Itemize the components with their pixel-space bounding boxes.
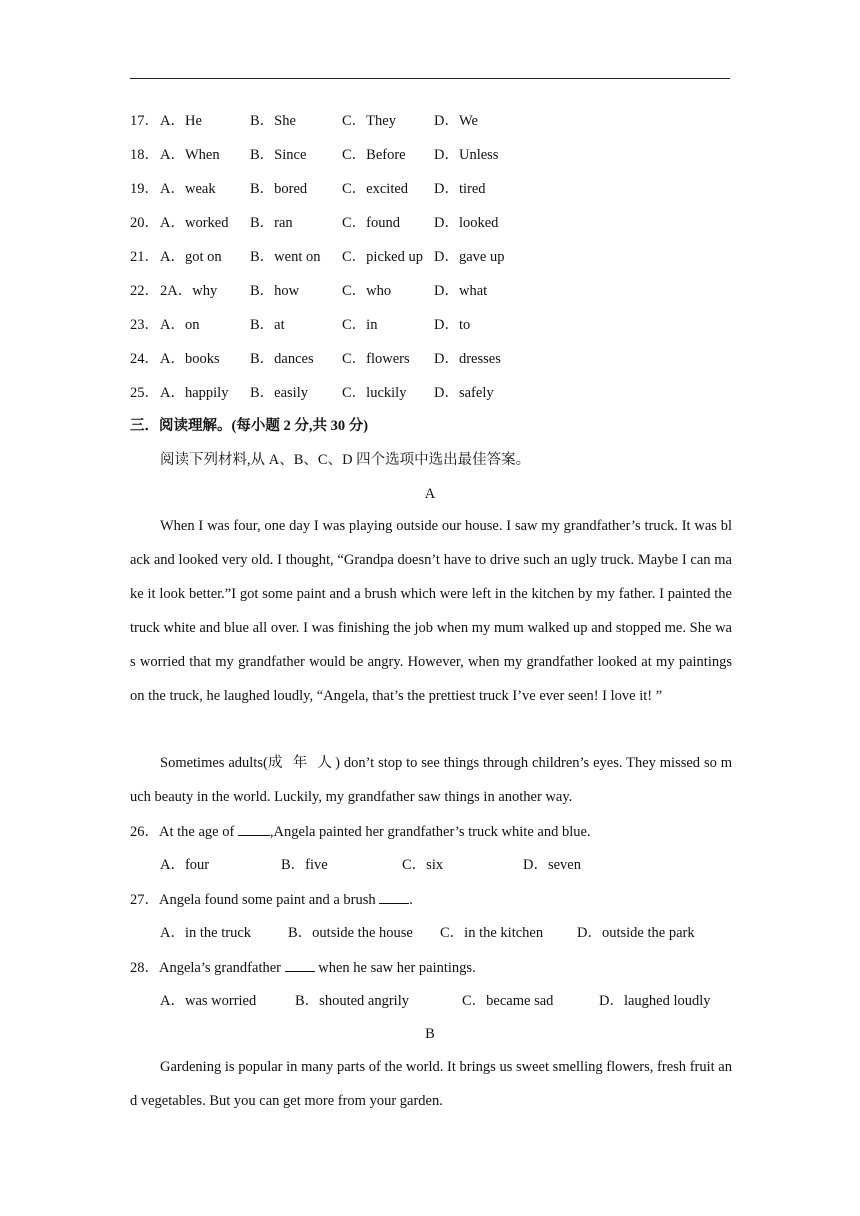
option-b[interactable]: B．ran xyxy=(250,215,293,231)
option-c[interactable]: C．became sad xyxy=(462,993,554,1009)
option-d[interactable]: D．dresses xyxy=(434,351,501,367)
answer-blank xyxy=(379,889,409,904)
option-a[interactable]: A．four xyxy=(160,857,210,873)
option-a[interactable]: A．got on xyxy=(160,249,222,265)
answer-blank xyxy=(238,821,270,836)
option-c[interactable]: C．picked up xyxy=(342,249,423,265)
option-row-22 xyxy=(130,281,488,301)
passage-a-paragraph-1: When I was four, one day I was playing outside our house. I saw my grandfather’s truck. It was black and looked very old. I thought, “Grandpa doesn’t have to drive such an ugly truck. Maybe I can make it look better.”I got some paint and a brush which were left in the kitchen by my father. I painted the truck white and blue all over. I was finishing the job when my mum walked up and stopped me. She was worried that my grandfather would be angry. However, when my grandfather looked at my paintings on the truck, he laughed loudly, “Angela, that’s the prettiest truck I’ve ever seen! I love it! ” xyxy=(130,518,732,704)
option-c[interactable]: C．They xyxy=(342,113,396,129)
option-d[interactable]: D．what xyxy=(434,283,488,299)
option-row-21 xyxy=(130,247,505,267)
option-c[interactable]: C．in the kitchen xyxy=(440,925,544,941)
option-a[interactable]: A．worked xyxy=(160,215,229,231)
option-d[interactable]: D．We xyxy=(434,113,478,129)
option-d[interactable]: D．to xyxy=(434,317,471,333)
option-a[interactable]: 2A．why xyxy=(160,283,218,299)
option-d[interactable]: D．safely xyxy=(434,385,494,401)
option-row-18 xyxy=(130,145,499,165)
option-b[interactable]: B．five xyxy=(281,857,328,873)
option-b[interactable]: B．outside the house xyxy=(288,925,413,941)
question-26 xyxy=(130,821,591,841)
option-c[interactable]: C．who xyxy=(342,283,392,299)
option-a[interactable]: A．weak xyxy=(160,181,216,197)
option-row-19 xyxy=(130,179,486,199)
option-b[interactable]: B．how xyxy=(250,283,300,299)
option-c[interactable]: C．in xyxy=(342,317,378,333)
option-d[interactable]: D．Unless xyxy=(434,147,499,163)
option-a[interactable]: A．books xyxy=(160,351,220,367)
question-number: 28． xyxy=(130,960,159,976)
option-b[interactable]: B．She xyxy=(250,113,296,129)
question-number: 21． xyxy=(130,249,159,265)
question-number: 25． xyxy=(130,385,159,401)
section-heading: 三．阅读理解。(每小题 2 分,共 30 分) xyxy=(130,418,369,434)
question-27 xyxy=(130,889,413,909)
question-text: Angela found some paint and a brush xyxy=(159,892,380,908)
option-a[interactable]: A．was worried xyxy=(160,993,257,1009)
option-a[interactable]: A．happily xyxy=(160,385,229,401)
option-a[interactable]: A．in the truck xyxy=(160,925,252,941)
option-row-17 xyxy=(130,111,478,131)
option-c[interactable]: C．Before xyxy=(342,147,406,163)
option-c[interactable]: C．found xyxy=(342,215,400,231)
option-b[interactable]: B．bored xyxy=(250,181,308,197)
option-c[interactable]: C．flowers xyxy=(342,351,410,367)
option-a[interactable]: A．on xyxy=(160,317,200,333)
passage-a-paragraph-2: Sometimes adults(成 年 人) don’t stop to see things through children’s eyes. They missed so much beauty in the world. Luckily, my grandfather saw things in another way. xyxy=(130,755,732,805)
passage-label-b: B xyxy=(425,1026,435,1042)
header-rule xyxy=(130,78,730,79)
question-number: 23． xyxy=(130,317,159,333)
passage-b-paragraph-1: Gardening is popular in many parts of the world. It brings us sweet smelling flowers, fresh fruit and vegetables. But you can get more from your garden. xyxy=(130,1059,732,1109)
question-number: 26． xyxy=(130,824,159,840)
option-b[interactable]: B．shouted angrily xyxy=(295,993,409,1009)
option-c[interactable]: C．six xyxy=(402,857,444,873)
option-a[interactable]: A．When xyxy=(160,147,220,163)
question-text: Angela’s grandfather xyxy=(159,960,285,976)
question-number: 27． xyxy=(130,892,159,908)
question-number: 24． xyxy=(130,351,159,367)
passage-label-a: A xyxy=(424,486,436,502)
option-d[interactable]: D．looked xyxy=(434,215,499,231)
option-d[interactable]: D．laughed loudly xyxy=(599,993,711,1009)
option-b[interactable]: B．dances xyxy=(250,351,314,367)
question-number: 20． xyxy=(130,215,159,231)
option-b[interactable]: B．at xyxy=(250,317,285,333)
question-28 xyxy=(130,957,476,977)
chinese-gloss: 成 年 人 xyxy=(267,755,336,771)
question-number: 22． xyxy=(130,283,159,299)
question-number: 18． xyxy=(130,147,159,163)
option-row-25 xyxy=(130,383,494,403)
option-a[interactable]: A．He xyxy=(160,113,202,129)
question-number: 19． xyxy=(130,181,159,197)
option-d[interactable]: D．gave up xyxy=(434,249,505,265)
option-d[interactable]: D．tired xyxy=(434,181,486,197)
option-d[interactable]: D．outside the park xyxy=(577,925,695,941)
question-number: 17． xyxy=(130,113,159,129)
option-b[interactable]: B．Since xyxy=(250,147,307,163)
option-b[interactable]: B．went on xyxy=(250,249,321,265)
option-row-24 xyxy=(130,349,501,369)
option-row-23 xyxy=(130,315,471,335)
option-b[interactable]: B．easily xyxy=(250,385,308,401)
option-d[interactable]: D．seven xyxy=(523,857,581,873)
option-c[interactable]: C．excited xyxy=(342,181,409,197)
option-row-20 xyxy=(130,213,499,233)
question-text: when he saw her paintings. xyxy=(314,960,476,976)
question-text: ,Angela painted her grandfather’s truck white and blue. xyxy=(269,824,591,840)
answer-blank xyxy=(285,957,315,972)
question-text: At the age of xyxy=(159,824,238,840)
option-c[interactable]: C．luckily xyxy=(342,385,407,401)
section-instruction: 阅读下列材料,从 A、B、C、D 四个选项中选出最佳答案。 xyxy=(160,452,531,468)
question-text: . xyxy=(409,892,413,908)
